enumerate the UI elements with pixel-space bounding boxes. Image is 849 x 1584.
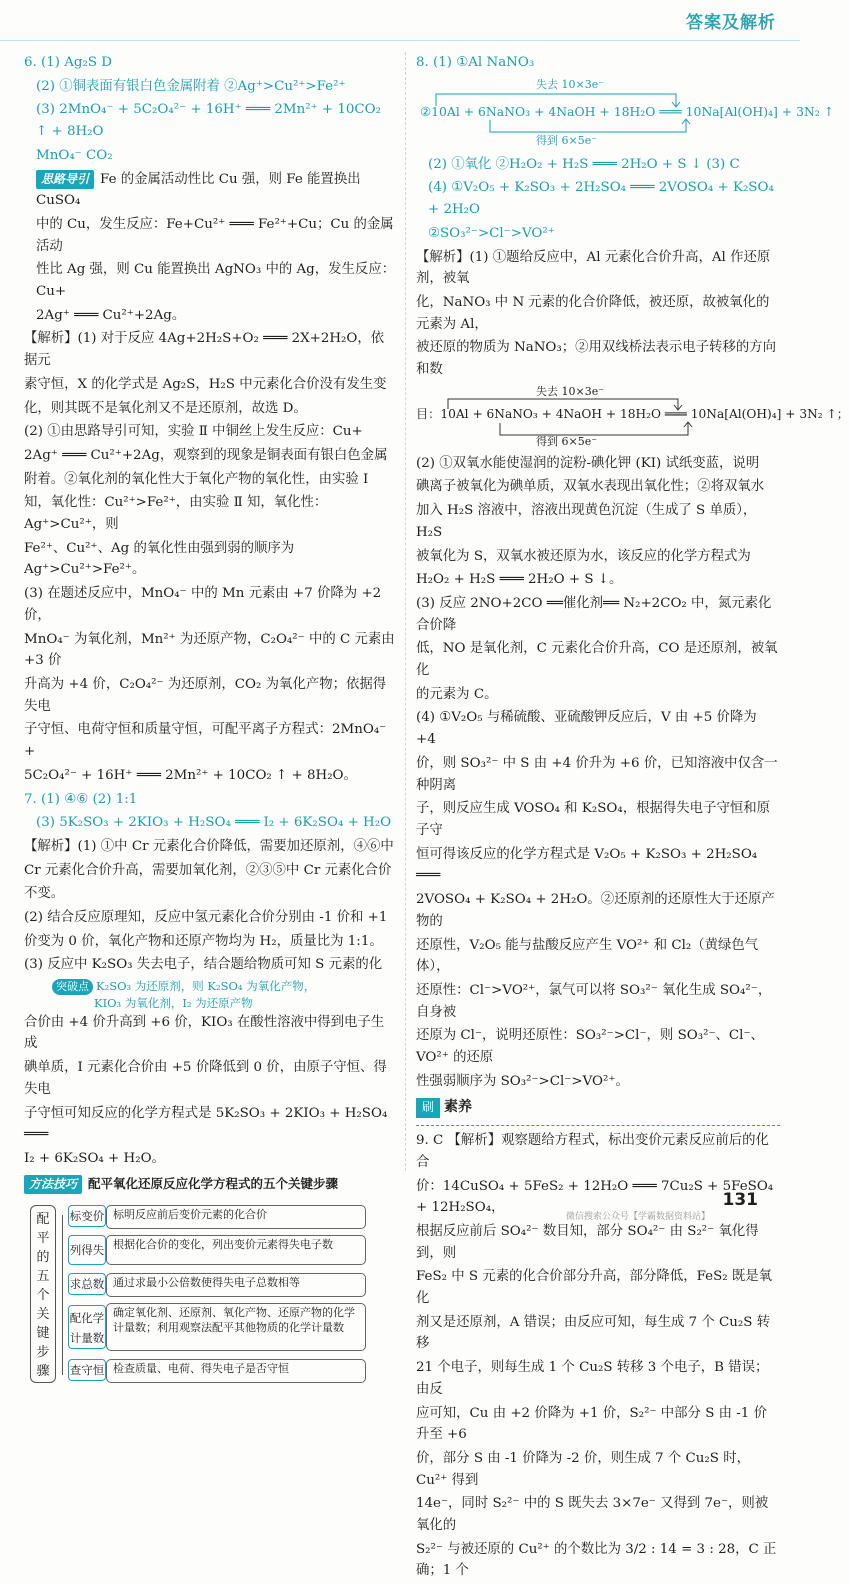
sucai-divider: [416, 1125, 780, 1126]
q8-analysis-9: (3) 反应 2NO+2CO ══催化剂══ N₂+2CO₂ 中，氮元素化合价降: [416, 595, 772, 633]
steps-diagram: [24, 1201, 396, 1391]
q8-analysis-4: (2) ①双氧水能使湿润的淀粉-碘化钾 (KI) 试纸变蓝，说明: [416, 455, 760, 471]
q9-analysis-6: 21 个电子，则每生成 1 个 Cu₂S 转移 3 个电子，B 错误；由反: [416, 1360, 769, 1397]
q8-analysis-16: 2VOSO₄ + K₂SO₄ + 2H₂O。②还原剂的还原性大于还原产物的: [416, 892, 775, 929]
q7-analysis-8: 碘单质，I 元素化合价由 +5 价降低到 0 价，由原子守恒、得失电: [24, 1060, 387, 1097]
q8-analysis-3: 被还原的物质为 NaNO₃；②用双线桥法表示电子转移的方向和数: [416, 340, 777, 378]
q6-guide-3: 性比 Ag 强，则 Cu 能置换出 AgNO₃ 中的 Ag，发生反应：Cu+: [36, 262, 396, 300]
q6-analysis-11: 升高为 +4 价，C₂O₄²⁻ 为还原剂，CO₂ 为氧化产物；依据得失电: [24, 676, 387, 714]
note-line-1: K₂SO₃ 为还原剂，则 K₂SO₄ 为氧化产物，: [96, 979, 316, 994]
bridge-equation-2: 目：10Al + 6NaNO₃ + 4NaOH + 18H₂O ═══ 10Na[Al(OH)₄] + 3N₂ ↑；: [416, 406, 849, 421]
q6-analysis-4: (2) ①由思路导引可知，实验 Ⅱ 中铜丝上发生反应：Cu+: [24, 424, 363, 440]
breakthrough-note: [24, 978, 396, 1012]
q6-analysis-7: 知，氧化性：Cu²⁺>Fe²⁺，由实验 Ⅱ 知，氧化性：Ag⁺>Cu²⁺，则: [24, 495, 328, 533]
q6-analysis-12: 子守恒、电荷守恒和质量守恒，可配平离子方程式：2MnO₄⁻ +: [24, 722, 387, 760]
gain-electrons-label-2: 得到 6×5e⁻: [536, 434, 598, 448]
q6-guide-4: 2Ag⁺ ═══ Cu²⁺+2Ag。: [36, 307, 186, 323]
right-column: [416, 52, 849, 1584]
q6-analysis-6: 附着。②氧化剂的氧化性大于氧化产物的氧化性，由实验 Ⅰ: [24, 471, 369, 487]
q7-analysis-1: 【解析】(1) ①中 Cr 元素化合价降低，需要加还原剂，④⑥中: [24, 838, 394, 854]
q7-answer-1: 7. (1) ④⑥ (2) 1:1: [24, 791, 138, 807]
q6-analysis-5: 2Ag⁺ ═══ Cu²⁺+2Ag，观察到的现象是铜表面有银白色金属: [24, 447, 388, 463]
sucai-section-header: [416, 1096, 780, 1119]
q6-analysis-3: 化，则其既不是氧化剂又不是还原剂，故选 D。: [24, 400, 307, 416]
q6-analysis-10: MnO₄⁻ 为氧化剂，Mn²⁺ 为还原产物，C₂O₄²⁻ 中的 C 元素由 +3 价: [24, 631, 395, 669]
q9-analysis-7: 应可知，Cu 由 +2 价降为 +1 价，S₂²⁻ 中部分 S 由 -1 价升至 +6: [416, 1405, 767, 1443]
method-box: [24, 1174, 396, 1392]
q8-analysis-6: 加入 H₂S 溶液中，溶液出现黄色沉淀（生成了 S 单质），H₂S: [416, 503, 757, 540]
page-number: 131: [722, 1190, 758, 1211]
method-tag: 方法技巧: [24, 1175, 82, 1194]
q8-analysis-20: 性强弱顺序为 SO₃²⁻>Cl⁻>VO²⁺。: [416, 1073, 629, 1089]
q8-bridge-equation-1: [416, 76, 835, 154]
q9-analysis-2: 价：14CuSO₄ + 5FeS₂ + 12H₂O ═══ 7Cu₂S + 5FeSO₄ + 12H₂SO₄，: [416, 1178, 774, 1216]
q9-analysis-1: 9. C 【解析】观察题给方程式，标出变价元素反应前后的化合: [416, 1133, 769, 1170]
column-divider: [405, 52, 406, 1171]
steps-side-label: 配平的五个关键步骤: [30, 1205, 56, 1383]
method-title: 配平氧化还原反应化学方程式的五个关键步骤: [88, 1175, 339, 1191]
q6-answer-2: (2) ①铜表面有银白色金属附着 ②Ag⁺>Cu²⁺>Fe²⁺: [36, 78, 346, 94]
q6-analysis-2: 素守恒，X 的化学式是 Ag₂S，H₂S 中元素化合价没有发生变: [24, 376, 387, 392]
q8-analysis-17: 还原性，V₂O₅ 能与盐酸反应产生 VO²⁺ 和 Cl₂（黄绿色气体），: [416, 937, 759, 975]
q8-answer-1: 8. (1) ①Al NaNO₃: [416, 55, 535, 70]
q6-answer-4: MnO₄⁻ CO₂: [36, 147, 113, 163]
q7-analysis-9: 子守恒可知反应的化学方程式是 5K₂SO₃ + 2KIO₃ + H₂SO₄ ═══: [24, 1105, 388, 1143]
q8-analysis-8: H₂O₂ + H₂S ═══ 2H₂O + S ↓。: [416, 572, 623, 588]
breakthrough-icon: 突破点: [52, 979, 93, 995]
step-key-4: 配化学计量数: [68, 1305, 106, 1349]
note-line-2: KIO₃ 为氧化剂，I₂ 为还原产物: [94, 996, 253, 1011]
q6-analysis-13: 5C₂O₄²⁻ + 16H⁺ ═══ 2Mn²⁺ + 10CO₂ ↑ + 8H₂O。: [24, 767, 357, 783]
q9-analysis-8: 价，部分 S 由 -1 价降为 -2 价，则生成 7 个 Cu₂S 时，Cu²⁺ 得到: [416, 1450, 751, 1488]
q8-analysis-7: 被氧化为 S，双氧水被还原为水，该反应的化学方程式为: [416, 548, 751, 564]
q7-analysis-10: I₂ + 6K₂SO₄ + H₂O。: [24, 1150, 165, 1166]
q8-analysis-11: 的元素为 C。: [416, 686, 498, 702]
left-column: [24, 52, 396, 1391]
q8-analysis-2: 化，NaNO₃ 中 N 元素的化合价降低，被还原，故被氧化的元素为 Al，: [416, 294, 770, 332]
step-desc-2: 根据化合价的变化，列出变价元素得失电子数: [106, 1235, 366, 1265]
q8-analysis-1: 【解析】(1) ①题给反应中，Al 元素化合价升高，Al 作还原剂，被氧: [416, 249, 771, 287]
step-key-3: 求总数: [68, 1273, 106, 1295]
q8-answer-2: (2) ①氧化 ②H₂O₂ + H₂S ═══ 2H₂O + S ↓ (3) C: [428, 156, 740, 172]
q6-answer-1: 6. (1) Ag₂S D: [24, 55, 113, 70]
q6-analysis-1: 【解析】(1) 对于反应 4Ag+2H₂S+O₂ ═══ 2X+2H₂O，依据元: [24, 331, 385, 369]
q8-analysis-12: (4) ①V₂O₅ 与稀硫酸、亚硫酸钾反应后，V 由 +5 价降为 +4: [416, 710, 757, 748]
q8-analysis-18: 还原性：Cl⁻>VO²⁺，氯气可以将 SO₃²⁻ 氧化生成 SO₄²⁻，自身被: [416, 982, 772, 1020]
page-header-title: 答案及解析: [686, 13, 776, 33]
lose-electrons-label-2: 失去 10×3e⁻: [536, 384, 605, 398]
q9-analysis-3: 根据反应前后 SO₄²⁻ 数目知，部分 SO₄²⁻ 由 S₂²⁻ 氧化得到，则: [416, 1223, 759, 1261]
q8-bridge-equation-2: [416, 383, 849, 453]
q7-analysis-7: 合价由 +4 价升高到 +6 价，KIO₃ 在酸性溶液中得到电子生成: [24, 1014, 385, 1052]
q8-answer-4: ②SO₃²⁻>Cl⁻>VO²⁺: [428, 225, 555, 241]
q9-analysis-10: S₂²⁻ 与被还原的 Cu²⁺ 的个数比为 3/2 : 14 = 3 : 28，C 正确；1 个: [416, 1541, 777, 1579]
q7-analysis-5: 价变为 0 价，氧化产物和还原产物均为 H₂，质量比为 1:1。: [24, 933, 383, 949]
q8-analysis-13: 价，则 SO₃²⁻ 中 S 由 +4 价升为 +6 价，已知溶液中仅含一种阴离: [416, 755, 778, 793]
q7-analysis-4: (2) 结合反应原理知，反应中氢元素化合价分别由 -1 价和 +1: [24, 910, 388, 926]
q8-analysis-14: 子，则反应生成 VOSO₄ 和 K₂SO₄，根据得失电子守恒和原子守: [416, 801, 771, 838]
bridge-equation-1: ②10Al + 6NaNO₃ + 4NaOH + 18H₂O ═══ 10Na[Al(OH)₄] + 3N₂ ↑: [420, 103, 835, 119]
sucai-title: 素养: [444, 1099, 473, 1116]
sucai-icon: 刷: [416, 1098, 440, 1117]
guide-text-1: Fe 的金属活动性比 Cu 强，则 Fe 能置换出 CuSO₄: [36, 171, 361, 209]
guide-tag: 思路导引: [36, 170, 94, 189]
q7-analysis-3: 不变。: [24, 886, 65, 902]
q6-analysis-9: (3) 在题述反应中，MnO₄⁻ 中的 Mn 元素由 +7 价降为 +2 价，: [24, 586, 382, 623]
gain-electrons-label-1: 得到 6×5e⁻: [536, 133, 598, 147]
q7-analysis-2: Cr 元素化合价升高，需要加氧化剂，②③⑤中 Cr 元素化合价: [24, 862, 392, 878]
q7-analysis-6: (3) 反应中 K₂SO₃ 失去电子，结合题给物质可知 S 元素的化: [24, 957, 383, 973]
q7-answer-2: (3) 5K₂SO₃ + 2KIO₃ + H₂SO₄ ═══ I₂ + 6K₂SO₄ + H₂O: [36, 815, 392, 831]
step-key-2: 列得失: [68, 1235, 106, 1265]
q8-analysis-5: 碘离子被氧化为碘单质，双氧水表现出氧化性；②将双氧水: [416, 479, 765, 495]
q6-answer-3: (3) 2MnO₄⁻ + 5C₂O₄²⁻ + 16H⁺ ═══ 2Mn²⁺ + 10CO₂ ↑ + 8H₂O: [36, 102, 382, 140]
q8-analysis-15: 恒可得该反应的化学方程式是 V₂O₅ + K₂SO₃ + 2H₂SO₄ ═══: [416, 846, 758, 884]
q6-guide-1: [24, 169, 396, 212]
watermark: 微信搜索公众号【学霸数据资料站】: [565, 1212, 710, 1223]
step-desc-5: 检查质量、电荷、得失电子是否守恒: [106, 1359, 366, 1383]
q9-analysis-4: FeS₂ 中 S 元素的化合价部分升高，部分降低，FeS₂ 既是氧化: [416, 1269, 773, 1307]
step-desc-4: 确定氧化剂、还原剂、氧化产物、还原产物的化学计量数；利用观察法配平其他物质的化学计量数: [106, 1303, 366, 1351]
step-desc-1: 标明反应前后变价元素的化合价: [106, 1205, 366, 1229]
lose-electrons-label-1: 失去 10×3e⁻: [536, 77, 605, 91]
header-divider: [0, 40, 800, 41]
q8-answer-3: (4) ①V₂O₅ + K₂SO₃ + 2H₂SO₄ ═══ 2VOSO₄ + K₂SO₄ + 2H₂O: [428, 180, 774, 218]
q9-analysis-5: 剂又是还原剂，A 错误；由反应可知，每生成 7 个 Cu₂S 转移: [416, 1314, 771, 1352]
q8-analysis-10: 低，NO 是氧化剂，C 元素化合价升高，CO 是还原剂，被氧化: [416, 641, 778, 679]
step-key-1: 标变价: [68, 1205, 106, 1227]
method-heading: [24, 1174, 396, 1196]
q9-analysis-9: 14e⁻，同时 S₂²⁻ 中的 S 既失去 3×7e⁻ 又得到 7e⁻，则被氧化的: [416, 1496, 769, 1534]
q6-guide-2: 中的 Cu，发生反应：Fe+Cu²⁺ ═══ Fe²⁺+Cu；Cu 的金属活动: [36, 216, 394, 254]
step-key-5: 查守恒: [68, 1359, 106, 1381]
q8-analysis-19: 还原为 Cl⁻，说明还原性：SO₃²⁻>Cl⁻，则 SO₃²⁻、Cl⁻、VO²⁺ 的还原: [416, 1028, 764, 1066]
step-desc-3: 通过求最小公倍数使得失电子总数相等: [106, 1273, 366, 1297]
q6-analysis-8: Fe²⁺、Cu²⁺、Ag 的氧化性由强到弱的顺序为 Ag⁺>Cu²⁺>Fe²⁺。: [24, 540, 295, 578]
